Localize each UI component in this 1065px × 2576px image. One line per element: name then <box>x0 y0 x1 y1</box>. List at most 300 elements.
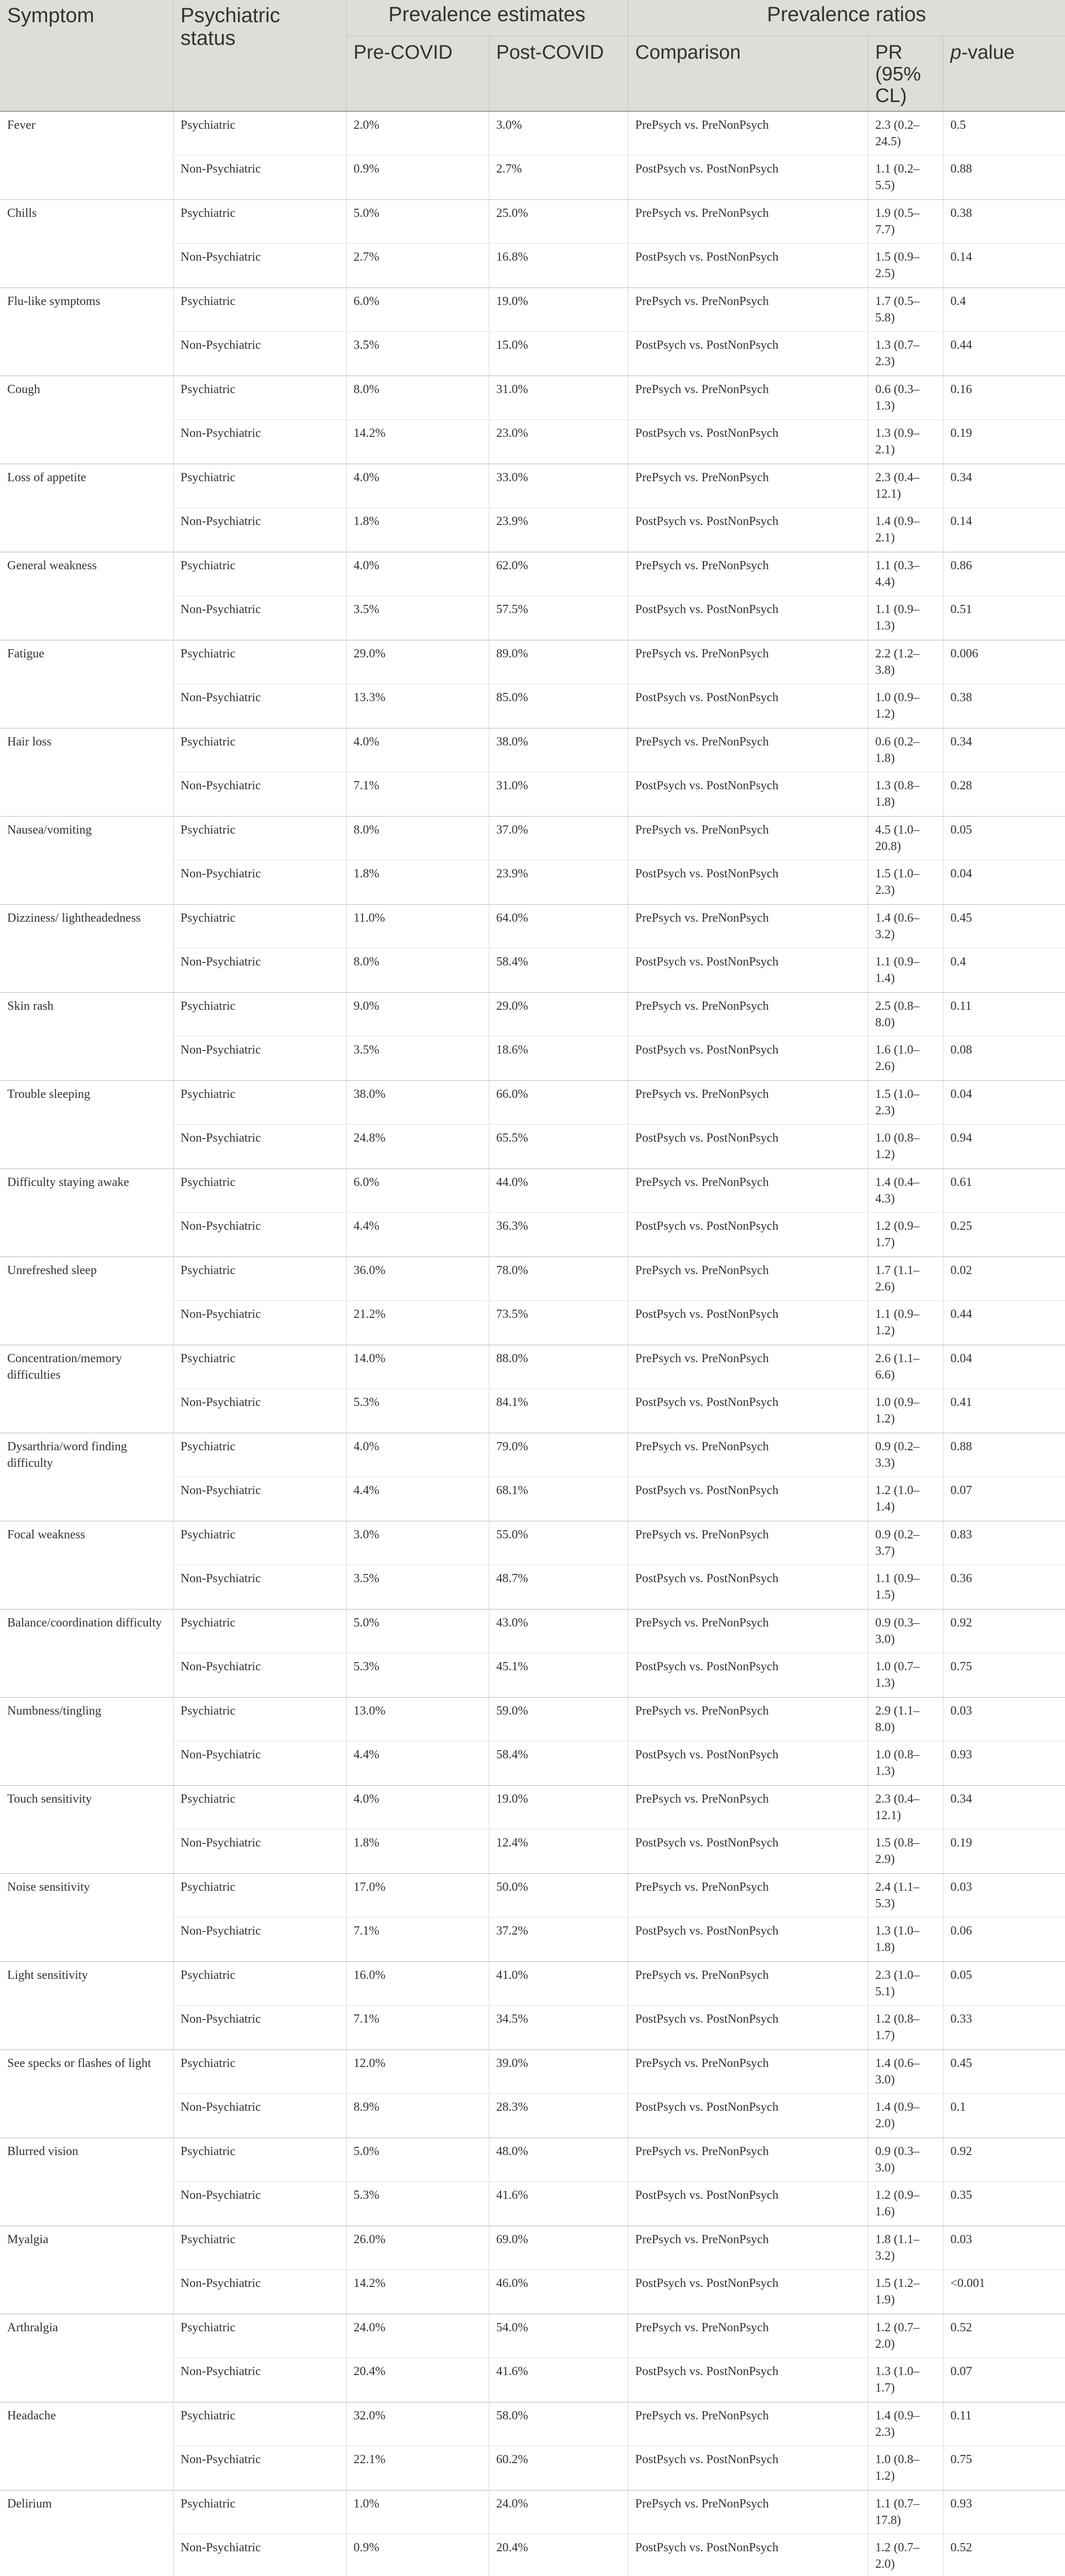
post-covid-cell: 69.0% <box>489 2226 628 2270</box>
table-row-psychiatric <box>0 1081 1065 1125</box>
status-cell: Psychiatric <box>173 111 346 156</box>
pr-cell: 2.3 (1.0–5.1) <box>868 1962 943 2006</box>
symptom-cell: Headache <box>0 2402 173 2490</box>
pr-cell: 1.4 (0.9–2.3) <box>868 2402 943 2446</box>
post-covid-cell: 19.0% <box>489 288 628 332</box>
pr-cell: 1.2 (0.8–1.7) <box>868 2006 943 2050</box>
status-cell: Non-Psychiatric <box>173 420 346 464</box>
comparison-cell: PostPsych vs. PostNonPsych <box>628 1125 868 1169</box>
symptom-cell: Dizziness/ lightheadedness <box>0 905 173 993</box>
pr-cell: 0.6 (0.2–1.8) <box>868 728 943 772</box>
table-row-psychiatric <box>0 2138 1065 2182</box>
pr-cell: 2.2 (1.2–3.8) <box>868 640 943 684</box>
pre-covid-cell: 5.0% <box>346 1609 489 1653</box>
pr-cell: 1.3 (0.8–1.8) <box>868 772 943 817</box>
post-covid-cell: 36.3% <box>489 1213 628 1257</box>
pre-covid-cell: 1.8% <box>346 508 489 552</box>
post-covid-cell: 20.4% <box>489 2534 628 2576</box>
post-covid-cell: 3.0% <box>489 111 628 156</box>
p-value-cell: 0.04 <box>943 1345 1065 1389</box>
comparison-cell: PrePsych vs. PreNonPsych <box>628 1169 868 1213</box>
table-row-psychiatric <box>0 817 1065 860</box>
table-row-psychiatric <box>0 288 1065 332</box>
comparison-cell: PostPsych vs. PostNonPsych <box>628 2094 868 2138</box>
pre-covid-cell: 13.0% <box>346 1698 489 1741</box>
symptom-cell: Light sensitivity <box>0 1962 173 2050</box>
post-covid-cell: 68.1% <box>489 1477 628 1521</box>
status-cell: Psychiatric <box>173 640 346 684</box>
header-p-italic: p <box>950 42 961 63</box>
post-covid-cell: 64.0% <box>489 905 628 948</box>
pre-covid-cell: 8.0% <box>346 376 489 420</box>
table-row-psychiatric <box>0 1698 1065 1741</box>
post-covid-cell: 12.4% <box>489 1829 628 1874</box>
pre-covid-cell: 8.0% <box>346 948 489 993</box>
pre-covid-cell: 3.5% <box>346 596 489 640</box>
status-cell: Non-Psychiatric <box>173 1125 346 1169</box>
table-row-psychiatric <box>0 993 1065 1037</box>
comparison-cell: PostPsych vs. PostNonPsych <box>628 2358 868 2402</box>
status-cell: Non-Psychiatric <box>173 508 346 552</box>
comparison-cell: PostPsych vs. PostNonPsych <box>628 1301 868 1345</box>
table-row-psychiatric <box>0 2314 1065 2358</box>
pr-cell: 2.9 (1.1–8.0) <box>868 1698 943 1741</box>
header-prevalence-estimates: Prevalence estimates <box>346 0 628 37</box>
pr-cell: 0.6 (0.3–1.3) <box>868 376 943 420</box>
post-covid-cell: 79.0% <box>489 1433 628 1477</box>
symptom-cell: Balance/coordination difficulty <box>0 1609 173 1698</box>
pre-covid-cell: 4.4% <box>346 1741 489 1786</box>
p-value-cell: 0.5 <box>943 111 1065 156</box>
pr-cell: 1.7 (0.5–5.8) <box>868 288 943 332</box>
table-row-psychiatric <box>0 111 1065 156</box>
pre-covid-cell: 26.0% <box>346 2226 489 2270</box>
p-value-cell: <0.001 <box>943 2270 1065 2314</box>
post-covid-cell: 41.0% <box>489 1962 628 2006</box>
symptom-cell: Trouble sleeping <box>0 1081 173 1169</box>
symptom-cell: Focal weakness <box>0 1521 173 1609</box>
post-covid-cell: 19.0% <box>489 1786 628 1829</box>
comparison-cell: PostPsych vs. PostNonPsych <box>628 2270 868 2314</box>
header-p-suffix: -value <box>961 42 1015 63</box>
status-cell: Non-Psychiatric <box>173 1653 346 1698</box>
p-value-cell: 0.38 <box>943 200 1065 244</box>
status-cell: Psychiatric <box>173 728 346 772</box>
post-covid-cell: 23.9% <box>489 508 628 552</box>
pre-covid-cell: 3.0% <box>346 1521 489 1565</box>
pre-covid-cell: 3.5% <box>346 1565 489 1609</box>
p-value-cell: 0.51 <box>943 596 1065 640</box>
pr-cell: 1.3 (0.9–2.1) <box>868 420 943 464</box>
pre-covid-cell: 36.0% <box>346 1257 489 1301</box>
symptom-cell: Difficulty staying awake <box>0 1169 173 1257</box>
p-value-cell: 0.75 <box>943 1653 1065 1698</box>
pr-cell: 1.5 (1.2–1.9) <box>868 2270 943 2314</box>
symptom-cell: Delirium <box>0 2490 173 2576</box>
symptom-cell: Touch sensitivity <box>0 1786 173 1874</box>
status-cell: Non-Psychiatric <box>173 1918 346 1962</box>
pr-cell: 1.3 (1.0–1.8) <box>868 1918 943 1962</box>
p-value-cell: 0.75 <box>943 2446 1065 2490</box>
status-cell: Non-Psychiatric <box>173 2358 346 2402</box>
comparison-cell: PrePsych vs. PreNonPsych <box>628 993 868 1037</box>
symptom-cell: Cough <box>0 376 173 464</box>
pre-covid-cell: 7.1% <box>346 772 489 817</box>
table-row-psychiatric <box>0 1433 1065 1477</box>
post-covid-cell: 41.6% <box>489 2358 628 2402</box>
pr-cell: 1.0 (0.8–1.2) <box>868 2446 943 2490</box>
status-cell: Non-Psychiatric <box>173 1829 346 1874</box>
p-value-cell: 0.16 <box>943 376 1065 420</box>
pr-cell: 0.9 (0.3–3.0) <box>868 1609 943 1653</box>
post-covid-cell: 84.1% <box>489 1389 628 1433</box>
comparison-cell: PrePsych vs. PreNonPsych <box>628 2226 868 2270</box>
p-value-cell: 0.03 <box>943 1698 1065 1741</box>
pre-covid-cell: 24.8% <box>346 1125 489 1169</box>
p-value-cell: 0.06 <box>943 1918 1065 1962</box>
comparison-cell: PrePsych vs. PreNonPsych <box>628 552 868 596</box>
post-covid-cell: 38.0% <box>489 728 628 772</box>
post-covid-cell: 37.0% <box>489 817 628 860</box>
pre-covid-cell: 3.5% <box>346 332 489 376</box>
pre-covid-cell: 4.4% <box>346 1213 489 1257</box>
status-cell: Psychiatric <box>173 200 346 244</box>
comparison-cell: PostPsych vs. PostNonPsych <box>628 2534 868 2576</box>
comparison-cell: PrePsych vs. PreNonPsych <box>628 1521 868 1565</box>
status-cell: Psychiatric <box>173 1698 346 1741</box>
pre-covid-cell: 14.0% <box>346 1345 489 1389</box>
pr-cell: 2.5 (0.8–8.0) <box>868 993 943 1037</box>
symptom-cell: Fever <box>0 111 173 200</box>
post-covid-cell: 46.0% <box>489 2270 628 2314</box>
comparison-cell: PostPsych vs. PostNonPsych <box>628 772 868 817</box>
comparison-cell: PostPsych vs. PostNonPsych <box>628 1037 868 1081</box>
p-value-cell: 0.52 <box>943 2314 1065 2358</box>
comparison-cell: PrePsych vs. PreNonPsych <box>628 2138 868 2182</box>
status-cell: Non-Psychiatric <box>173 2094 346 2138</box>
pr-cell: 1.5 (0.9–2.5) <box>868 244 943 288</box>
pr-cell: 1.0 (0.8–1.3) <box>868 1741 943 1786</box>
pr-cell: 1.7 (1.1–2.6) <box>868 1257 943 1301</box>
symptom-cell: Flu-like symptoms <box>0 288 173 376</box>
symptom-cell: Concentration/memory difficulties <box>0 1345 173 1433</box>
status-cell: Psychiatric <box>173 2314 346 2358</box>
header-post-covid: Post-COVID <box>489 37 628 112</box>
p-value-cell: 0.94 <box>943 1125 1065 1169</box>
symptom-cell: General weakness <box>0 552 173 640</box>
p-value-cell: 0.34 <box>943 1786 1065 1829</box>
table-row-psychiatric <box>0 200 1065 244</box>
pr-cell: 1.4 (0.6–3.0) <box>868 2050 943 2094</box>
pre-covid-cell: 13.3% <box>346 684 489 728</box>
comparison-cell: PostPsych vs. PostNonPsych <box>628 1389 868 1433</box>
pr-cell: 1.2 (1.0–1.4) <box>868 1477 943 1521</box>
comparison-cell: PostPsych vs. PostNonPsych <box>628 1213 868 1257</box>
status-cell: Non-Psychiatric <box>173 332 346 376</box>
symptom-cell: Dysarthria/word finding difficulty <box>0 1433 173 1521</box>
status-cell: Non-Psychiatric <box>173 860 346 905</box>
pre-covid-cell: 2.7% <box>346 244 489 288</box>
post-covid-cell: 37.2% <box>489 1918 628 1962</box>
pr-cell: 1.4 (0.4–4.3) <box>868 1169 943 1213</box>
comparison-cell: PrePsych vs. PreNonPsych <box>628 111 868 156</box>
post-covid-cell: 85.0% <box>489 684 628 728</box>
comparison-cell: PrePsych vs. PreNonPsych <box>628 2050 868 2094</box>
pre-covid-cell: 2.0% <box>346 111 489 156</box>
status-cell: Psychiatric <box>173 1169 346 1213</box>
status-cell: Psychiatric <box>173 2490 346 2534</box>
status-cell: Psychiatric <box>173 552 346 596</box>
comparison-cell: PrePsych vs. PreNonPsych <box>628 2490 868 2534</box>
comparison-cell: PrePsych vs. PreNonPsych <box>628 905 868 948</box>
p-value-cell: 0.88 <box>943 1433 1065 1477</box>
status-cell: Psychiatric <box>173 1345 346 1389</box>
status-cell: Psychiatric <box>173 1786 346 1829</box>
header-row-groups <box>0 0 1065 37</box>
pre-covid-cell: 4.0% <box>346 552 489 596</box>
post-covid-cell: 54.0% <box>489 2314 628 2358</box>
p-value-cell: 0.4 <box>943 288 1065 332</box>
pr-cell: 1.1 (0.2–5.5) <box>868 156 943 200</box>
status-cell: Non-Psychiatric <box>173 596 346 640</box>
symptom-cell: Fatigue <box>0 640 173 728</box>
p-value-cell: 0.92 <box>943 2138 1065 2182</box>
post-covid-cell: 34.5% <box>489 2006 628 2050</box>
status-cell: Non-Psychiatric <box>173 1741 346 1786</box>
comparison-cell: PostPsych vs. PostNonPsych <box>628 860 868 905</box>
status-cell: Psychiatric <box>173 288 346 332</box>
comparison-cell: PostPsych vs. PostNonPsych <box>628 2446 868 2490</box>
p-value-cell: 0.61 <box>943 1169 1065 1213</box>
p-value-cell: 0.44 <box>943 332 1065 376</box>
p-value-cell: 0.19 <box>943 1829 1065 1874</box>
post-covid-cell: 28.3% <box>489 2094 628 2138</box>
pr-cell: 0.9 (0.2–3.7) <box>868 1521 943 1565</box>
p-value-cell: 0.08 <box>943 1037 1065 1081</box>
comparison-cell: PrePsych vs. PreNonPsych <box>628 1433 868 1477</box>
post-covid-cell: 44.0% <box>489 1169 628 1213</box>
pre-covid-cell: 22.1% <box>346 2446 489 2490</box>
pre-covid-cell: 29.0% <box>346 640 489 684</box>
comparison-cell: PrePsych vs. PreNonPsych <box>628 1257 868 1301</box>
pr-cell: 1.8 (1.1–3.2) <box>868 2226 943 2270</box>
status-cell: Non-Psychiatric <box>173 156 346 200</box>
post-covid-cell: 48.0% <box>489 2138 628 2182</box>
p-value-cell: 0.41 <box>943 1389 1065 1433</box>
table-row-psychiatric <box>0 1169 1065 1213</box>
header-p-value <box>943 37 1065 112</box>
pr-cell: 0.9 (0.3–3.0) <box>868 2138 943 2182</box>
pr-cell: 1.4 (0.9–2.1) <box>868 508 943 552</box>
status-cell: Psychiatric <box>173 1433 346 1477</box>
symptom-cell: Noise sensitivity <box>0 1874 173 1962</box>
table-row-psychiatric <box>0 1786 1065 1829</box>
status-cell: Psychiatric <box>173 1257 346 1301</box>
comparison-cell: PrePsych vs. PreNonPsych <box>628 376 868 420</box>
table-row-psychiatric <box>0 640 1065 684</box>
comparison-cell: PostPsych vs. PostNonPsych <box>628 1477 868 1521</box>
comparison-cell: PrePsych vs. PreNonPsych <box>628 640 868 684</box>
pre-covid-cell: 4.4% <box>346 1477 489 1521</box>
pre-covid-cell: 32.0% <box>346 2402 489 2446</box>
pre-covid-cell: 24.0% <box>346 2314 489 2358</box>
symptom-cell: Nausea/vomiting <box>0 817 173 905</box>
post-covid-cell: 88.0% <box>489 1345 628 1389</box>
comparison-cell: PostPsych vs. PostNonPsych <box>628 2006 868 2050</box>
status-cell: Non-Psychiatric <box>173 948 346 993</box>
post-covid-cell: 16.8% <box>489 244 628 288</box>
comparison-cell: PostPsych vs. PostNonPsych <box>628 1653 868 1698</box>
table-row-psychiatric <box>0 905 1065 948</box>
status-cell: Psychiatric <box>173 464 346 508</box>
pr-cell: 2.4 (1.1–5.3) <box>868 1874 943 1918</box>
pr-cell: 1.1 (0.7–17.8) <box>868 2490 943 2534</box>
status-cell: Psychiatric <box>173 2138 346 2182</box>
pre-covid-cell: 1.8% <box>346 1829 489 1874</box>
status-cell: Psychiatric <box>173 1609 346 1653</box>
comparison-cell: PrePsych vs. PreNonPsych <box>628 1786 868 1829</box>
pre-covid-cell: 3.5% <box>346 1037 489 1081</box>
status-cell: Psychiatric <box>173 1081 346 1125</box>
comparison-cell: PrePsych vs. PreNonPsych <box>628 1345 868 1389</box>
p-value-cell: 0.45 <box>943 905 1065 948</box>
pr-cell: 1.9 (0.5–7.7) <box>868 200 943 244</box>
post-covid-cell: 15.0% <box>489 332 628 376</box>
pre-covid-cell: 5.3% <box>346 2182 489 2226</box>
header-symptom: Symptom <box>0 0 173 111</box>
status-cell: Psychiatric <box>173 2226 346 2270</box>
table-row-psychiatric <box>0 2226 1065 2270</box>
pr-cell: 1.1 (0.9–1.3) <box>868 596 943 640</box>
status-cell: Non-Psychiatric <box>173 1301 346 1345</box>
pre-covid-cell: 1.8% <box>346 860 489 905</box>
comparison-cell: PrePsych vs. PreNonPsych <box>628 728 868 772</box>
p-value-cell: 0.44 <box>943 1301 1065 1345</box>
table-row-psychiatric <box>0 1257 1065 1301</box>
pr-cell: 4.5 (1.0–20.8) <box>868 817 943 860</box>
pre-covid-cell: 12.0% <box>346 2050 489 2094</box>
pr-cell: 1.2 (0.9–1.7) <box>868 1213 943 1257</box>
p-value-cell: 0.02 <box>943 1257 1065 1301</box>
status-cell: Psychiatric <box>173 905 346 948</box>
pre-covid-cell: 0.9% <box>346 156 489 200</box>
post-covid-cell: 29.0% <box>489 993 628 1037</box>
post-covid-cell: 45.1% <box>489 1653 628 1698</box>
p-value-cell: 0.03 <box>943 1874 1065 1918</box>
post-covid-cell: 57.5% <box>489 596 628 640</box>
post-covid-cell: 33.0% <box>489 464 628 508</box>
post-covid-cell: 78.0% <box>489 1257 628 1301</box>
status-cell: Non-Psychiatric <box>173 1565 346 1609</box>
pre-covid-cell: 17.0% <box>346 1874 489 1918</box>
p-value-cell: 0.07 <box>943 2358 1065 2402</box>
comparison-cell: PrePsych vs. PreNonPsych <box>628 817 868 860</box>
p-value-cell: 0.14 <box>943 508 1065 552</box>
pre-covid-cell: 9.0% <box>346 993 489 1037</box>
pr-cell: 1.0 (0.9–1.2) <box>868 684 943 728</box>
pr-cell: 1.1 (0.3–4.4) <box>868 552 943 596</box>
status-cell: Psychiatric <box>173 1874 346 1918</box>
status-cell: Non-Psychiatric <box>173 1389 346 1433</box>
p-value-cell: 0.04 <box>943 1081 1065 1125</box>
post-covid-cell: 89.0% <box>489 640 628 684</box>
table-row-psychiatric <box>0 376 1065 420</box>
pre-covid-cell: 16.0% <box>346 1962 489 2006</box>
comparison-cell: PostPsych vs. PostNonPsych <box>628 508 868 552</box>
symptom-cell: Loss of appetite <box>0 464 173 552</box>
p-value-cell: 0.11 <box>943 2402 1065 2446</box>
pre-covid-cell: 8.0% <box>346 817 489 860</box>
symptom-cell: Skin rash <box>0 993 173 1081</box>
p-value-cell: 0.03 <box>943 2226 1065 2270</box>
post-covid-cell: 73.5% <box>489 1301 628 1345</box>
comparison-cell: PostPsych vs. PostNonPsych <box>628 596 868 640</box>
post-covid-cell: 66.0% <box>489 1081 628 1125</box>
post-covid-cell: 48.7% <box>489 1565 628 1609</box>
post-covid-cell: 55.0% <box>489 1521 628 1565</box>
p-value-cell: 0.86 <box>943 552 1065 596</box>
pre-covid-cell: 4.0% <box>346 464 489 508</box>
p-value-cell: 0.93 <box>943 1741 1065 1786</box>
p-value-cell: 0.52 <box>943 2534 1065 2576</box>
comparison-cell: PrePsych vs. PreNonPsych <box>628 1698 868 1741</box>
status-cell: Psychiatric <box>173 993 346 1037</box>
pre-covid-cell: 5.0% <box>346 2138 489 2182</box>
header-pre-covid: Pre-COVID <box>346 37 489 112</box>
pre-covid-cell: 0.9% <box>346 2534 489 2576</box>
table-row-psychiatric <box>0 2490 1065 2534</box>
p-value-cell: 0.07 <box>943 1477 1065 1521</box>
p-value-cell: 0.11 <box>943 993 1065 1037</box>
post-covid-cell: 31.0% <box>489 376 628 420</box>
pr-cell: 1.5 (0.8–2.9) <box>868 1829 943 1874</box>
table-body <box>0 111 1065 2576</box>
table-row-psychiatric <box>0 1962 1065 2006</box>
pre-covid-cell: 21.2% <box>346 1301 489 1345</box>
pre-covid-cell: 7.1% <box>346 1918 489 1962</box>
pr-cell: 1.3 (1.0–1.7) <box>868 2358 943 2402</box>
comparison-cell: PostPsych vs. PostNonPsych <box>628 1918 868 1962</box>
pre-covid-cell: 6.0% <box>346 1169 489 1213</box>
comparison-cell: PostPsych vs. PostNonPsych <box>628 684 868 728</box>
pre-covid-cell: 1.0% <box>346 2490 489 2534</box>
comparison-cell: PrePsych vs. PreNonPsych <box>628 1962 868 2006</box>
pr-cell: 1.2 (0.9–1.6) <box>868 2182 943 2226</box>
post-covid-cell: 39.0% <box>489 2050 628 2094</box>
table-row-psychiatric <box>0 552 1065 596</box>
symptom-cell: Myalgia <box>0 2226 173 2314</box>
post-covid-cell: 50.0% <box>489 1874 628 1918</box>
comparison-cell: PrePsych vs. PreNonPsych <box>628 1609 868 1653</box>
pre-covid-cell: 7.1% <box>346 2006 489 2050</box>
status-cell: Non-Psychiatric <box>173 684 346 728</box>
status-cell: Psychiatric <box>173 2402 346 2446</box>
pr-cell: 2.3 (0.4–12.1) <box>868 464 943 508</box>
p-value-cell: 0.38 <box>943 684 1065 728</box>
pr-cell: 2.3 (0.4–12.1) <box>868 1786 943 1829</box>
pre-covid-cell: 20.4% <box>346 2358 489 2402</box>
post-covid-cell: 18.6% <box>489 1037 628 1081</box>
symptom-cell: Unrefreshed sleep <box>0 1257 173 1345</box>
status-cell: Non-Psychiatric <box>173 1213 346 1257</box>
post-covid-cell: 65.5% <box>489 1125 628 1169</box>
pre-covid-cell: 4.0% <box>346 1433 489 1477</box>
pr-cell: 1.5 (1.0–2.3) <box>868 1081 943 1125</box>
status-cell: Non-Psychiatric <box>173 244 346 288</box>
pr-cell: 1.3 (0.7–2.3) <box>868 332 943 376</box>
comparison-cell: PrePsych vs. PreNonPsych <box>628 2402 868 2446</box>
p-value-cell: 0.34 <box>943 728 1065 772</box>
